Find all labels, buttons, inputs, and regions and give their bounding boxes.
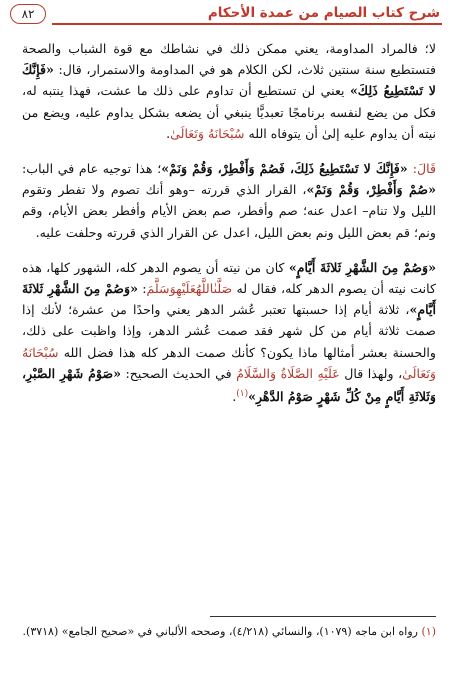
text-segment: لا؛ فالمراد المداومة، يعني ممكن ذلك في نشاطك مع قوة الشباب والصحة فتستطيع سنة سنتين ثلاث، لكن الكلام هو في المداومة والاستمرار، قال: xyxy=(22,41,436,78)
hadith-quote: «فَإِنَّكَ لا تَسْتَطِيعُ ذَلِكَ» xyxy=(22,62,436,99)
footnote-number: (١) xyxy=(421,625,436,638)
text-segment: ، القرار الذي قررته –وهو أنك تصوم ولا تفطر وتقوم الليل ولا تنام– اعدل عنه؛ صم وأفطر، صم بعض الأيام وأفطر بعض الأيام، وقم ونم؛ قم بعض الليل ونم بعض الليل، اعدل عن القرار الذي قررته وحلفت عليه. xyxy=(22,182,436,240)
hadith-quote: «صُمْ وَأَفْطِرْ، وَقُمْ وَنَمْ» xyxy=(306,182,436,198)
paragraph-3 xyxy=(22,257,436,408)
text-segment: كان من نيته أن يصوم الدهر كله، الشهور كلها، هذه كانت نيته أن يصوم الدهر كله، فقال له xyxy=(22,259,436,297)
paragraph-1 xyxy=(22,38,436,144)
footnote-text: رواه ابن ماجه (١٠٧٩)، والنسائي (٤/٢١٨)، وصححه الألباني في «صحيح الجامع» (٣٧١٨). xyxy=(22,625,422,638)
hadith-quote: «وَصُمْ مِنَ الشَّهْرِ ثَلاثَةَ أَيَّامٍ» xyxy=(22,281,436,318)
hadith-quote: «صَوْمُ شَهْرِ الصَّبْرِ، وَثَلاثَةِ أَيَّامٍ مِنْ كُلِّ شَهْرٍ صَوْمُ الدَّهْرِ» xyxy=(22,365,436,405)
honorific: سُبْحَانَهُ وَتَعَالَىٰ xyxy=(170,125,245,141)
page-number: ٨٢ xyxy=(10,4,46,24)
hadith-quote: «فَإِنَّكَ لا تَسْتَطِيعُ ذَلِكَ، فَصُمْ وَأَفْطِرْ، وَقُمْ وَنَمْ» xyxy=(161,161,413,177)
text-segment: : xyxy=(137,281,147,297)
text-segment: ، ثلاثة أيام إذا حسبتها تعتبر عُشر الدهر يعني واحدًا من عشرة؛ لأنك إذا صمت ثلاثة أيام من كل شهر فقد صمت عُشر الدهر، وإذا واظبت على ذلك، والحسنة بعشر أمثالها ماذا يكون؟ كأنك صمت الدهر كله هذا فضل الله xyxy=(22,302,436,360)
header-rule xyxy=(52,23,442,25)
said-label: قَالَ: xyxy=(412,161,436,177)
footnote-rule xyxy=(210,616,436,617)
text-segment: . xyxy=(166,125,171,141)
honorific: سُبْحَانَهُ وَتَعَالَىٰ xyxy=(22,344,436,381)
hadith-quote: «وَصُمْ مِنَ الشَّهْرِ ثَلاثَةَ أَيَّامٍ» xyxy=(288,259,436,275)
text-segment: يعني لن تستطيع أن تداوم على ذلك ما عشت، فهذا ينتبه له، فكل من يضع لنفسه برنامجًا تعبديًّا ينبغي أن يضعه بشكل يداوم عليه، ويضع من نيته أن يداوم عليه إلىٰ أن يتوفاه الله xyxy=(22,83,436,141)
text-segment: ، ولهذا قال xyxy=(339,365,403,381)
salutation: صَلَّىٰاللَّهُعَلَيْهِوَسَلَّمَ xyxy=(146,281,233,297)
text-segment: ؛ هذا توجيه عام في الباب: xyxy=(22,161,162,177)
book-title: شرح كتاب الصيام من عمدة الأحكام xyxy=(207,5,440,21)
footnote-ref[interactable]: (١) xyxy=(236,389,249,400)
page-header xyxy=(8,4,442,26)
text-segment: في الحديث الصحيح: xyxy=(121,365,237,381)
main-text xyxy=(22,38,436,407)
footnote xyxy=(22,622,436,641)
text-segment: . xyxy=(232,389,237,405)
peace-formula: عَلَيْهِ الصَّلَاةُ وَالسَّلَامُ xyxy=(236,365,340,381)
paragraph-2 xyxy=(22,158,436,243)
